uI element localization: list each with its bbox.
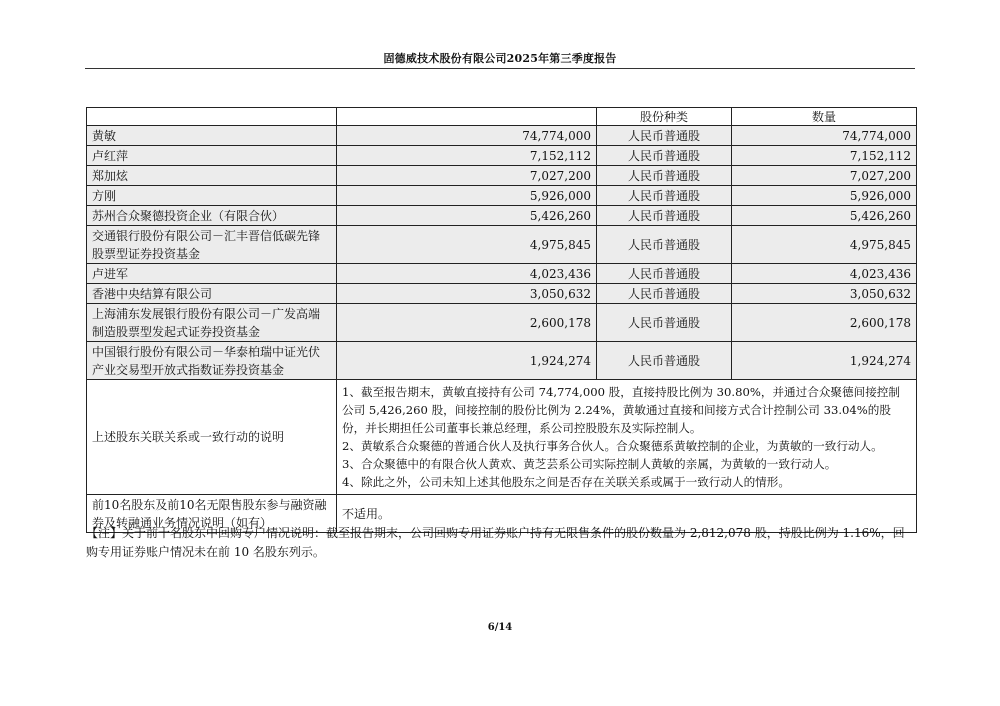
table-row [87,166,917,186]
shareholder-name-cell: 卢红萍 [87,146,337,166]
shares-held-cell: 5,426,260 [337,206,597,226]
table-row [87,304,917,342]
relation-item: 2、黄敏系合众聚德的普通合伙人及执行事务合伙人。合众聚德系黄敏控制的企业，为黄敏的一致行动人。 [342,439,883,453]
shares-held-cell: 7,152,112 [337,146,597,166]
share-type-cell: 人民币普通股 [597,126,732,146]
table-row [87,264,917,284]
share-quantity-cell: 2,600,178 [732,304,917,342]
shareholder-name-cell: 交通银行股份有限公司－汇丰晋信低碳先锋股票型证券投资基金 [87,226,337,264]
shareholder-name-cell: 方刚 [87,186,337,206]
relation-item: 1、截至报告期末，黄敏直接持有公司 74,774,000 股，直接持股比例为 30.80%，并通过合众聚德间接控制公司 5,426,260 股，间接控制的股份比例为 2.24%，黄敏通过直接和间接方式合计控制公司 33.04%的股份，并长期担任公司董事长兼总经理，系公司控股股东及实际控制人。 [342,385,900,435]
share-type-cell: 人民币普通股 [597,342,732,380]
shareholder-name-cell: 郑加炫 [87,166,337,186]
margin-trading-label: 前10名股东及前10名无限售股东参与融资融券及转融通业务情况说明（如有） [87,495,337,533]
share-type-cell: 人民币普通股 [597,304,732,342]
shareholders-table [86,107,917,533]
footnote: 【注】关于前十名股东中回购专户情况说明：截至报告期末，公司回购专用证券账户持有无限售条件的股份数量为 2,812,078 股，持股比例为 1.16%，回购专用证券账户情况未在前 10 名股东列示。 [86,526,905,559]
share-quantity-cell: 4,023,436 [732,264,917,284]
page-number: 6/14 [487,622,513,633]
margin-trading-value: 不适用。 [337,495,917,533]
share-quantity-cell: 5,426,260 [732,206,917,226]
share-quantity-cell: 7,152,112 [732,146,917,166]
shareholder-name-cell: 卢进军 [87,264,337,284]
relation-description [337,380,917,495]
share-quantity-cell: 1,924,274 [732,342,917,380]
share-type-cell: 人民币普通股 [597,146,732,166]
share-type-cell: 人民币普通股 [597,206,732,226]
relation-description-row [87,380,917,495]
shareholder-name-cell: 黄敏 [87,126,337,146]
table-header-row [87,108,917,126]
header-divider [85,68,915,69]
share-type-cell: 人民币普通股 [597,226,732,264]
shares-held-cell: 7,027,200 [337,166,597,186]
shareholder-name-cell: 香港中央结算有限公司 [87,284,337,304]
table-row [87,186,917,206]
shareholder-name-cell: 苏州合众聚德投资企业（有限合伙） [87,206,337,226]
share-quantity-cell: 74,774,000 [732,126,917,146]
shares-held-cell: 4,023,436 [337,264,597,284]
table-row [87,146,917,166]
shares-held-cell: 2,600,178 [337,304,597,342]
shareholder-name-cell: 中国银行股份有限公司－华泰柏瑞中证光伏产业交易型开放式指数证券投资基金 [87,342,337,380]
header-cell-quantity: 数量 [732,108,917,126]
table-row [87,284,917,304]
share-type-cell: 人民币普通股 [597,166,732,186]
header-cell-share-type: 股份种类 [597,108,732,126]
table-row [87,206,917,226]
share-type-cell: 人民币普通股 [597,284,732,304]
share-type-cell: 人民币普通股 [597,186,732,206]
header-cell-blank [337,108,597,126]
shares-held-cell: 4,975,845 [337,226,597,264]
share-quantity-cell: 5,926,000 [732,186,917,206]
table-row [87,226,917,264]
relation-label: 上述股东关联关系或一致行动的说明 [87,380,337,495]
relation-item: 4、除此之外，公司未知上述其他股东之间是否存在关联关系或属于一致行动人的情形。 [342,475,790,489]
page-header-title: 固德威技术股份有限公司2025年第三季度报告 [383,52,617,65]
shares-held-cell: 5,926,000 [337,186,597,206]
shares-held-cell: 3,050,632 [337,284,597,304]
header-cell-name [87,108,337,126]
share-quantity-cell: 4,975,845 [732,226,917,264]
shares-held-cell: 74,774,000 [337,126,597,146]
shareholder-name-cell: 上海浦东发展银行股份有限公司－广发高端制造股票型发起式证券投资基金 [87,304,337,342]
shares-held-cell: 1,924,274 [337,342,597,380]
relation-item: 3、合众聚德中的有限合伙人黄欢、黄芝芸系公司实际控制人黄敏的亲属，为黄敏的一致行动人。 [342,457,837,471]
table-row [87,126,917,146]
share-type-cell: 人民币普通股 [597,264,732,284]
table-row [87,342,917,380]
share-quantity-cell: 7,027,200 [732,166,917,186]
share-quantity-cell: 3,050,632 [732,284,917,304]
